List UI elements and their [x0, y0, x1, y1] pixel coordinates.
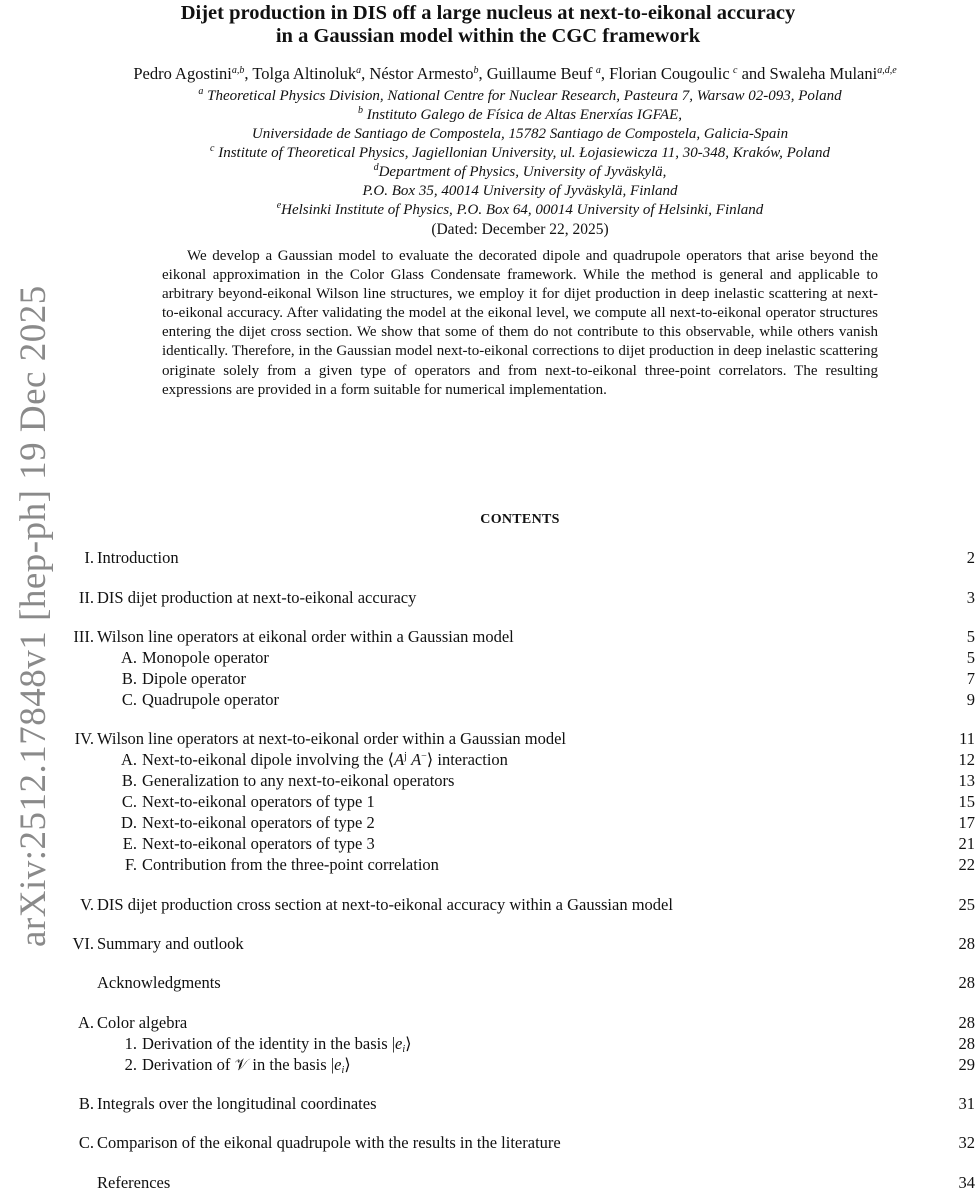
toc-entry-page: 17 [958, 813, 975, 832]
toc-entry-number: A. [120, 648, 137, 667]
toc-entry-page: 9 [966, 690, 975, 709]
toc-entry-number: B. [78, 1094, 94, 1113]
toc-entry-page: 29 [958, 1055, 975, 1074]
toc-entry[interactable] [50, 588, 976, 608]
affiliation-c: $^c$ Institute of Theoretical Physics, Jagiellonian University, ul. Łojasiewicza 11, 30-348, Kraków, Poland [210, 143, 830, 161]
paper-title [0, 2, 976, 48]
abstract: We develop a Gaussian model to evaluate the decorated dipole and quadrupole operators that arise beyond the eikonal approximation in the Color Glass Condensate framework. While the method is general and applicable to arbitrary beyond-eikonal Wilson line structures, we employ it for dijet production in deep inelastic scattering at next-to-eikonal accuracy. After validating the model at the eikonal level, we compute all next-to-eikonal operator structures entering the dijet cross section. We show that some of them do not contribute to this observable, while others vanish identically. Therefore, in the Gaussian model next-to-eikonal corrections to dijet production in deep inelastic scattering originate solely from a given type of operators and from next-to-eikonal three-point correlators. The resulting expressions are provided in a form suitable for numerical implementation. [162, 248, 878, 398]
toc-entry-page: 28 [958, 973, 975, 992]
author-list [0, 64, 976, 84]
toc-entry-number: C. [121, 690, 137, 709]
author: Pedro Agostini$^{a,b}$, [133, 64, 253, 83]
affiliation-b: $^b$ Instituto Galego de Física de Altas Enerxías IGFAE, [358, 105, 682, 123]
toc-entry-label[interactable]: Generalization to any next-to-eikonal operators [142, 771, 455, 790]
author: Néstor Armesto$^b$, [369, 64, 487, 83]
toc-entry-page: 28 [958, 1034, 975, 1053]
toc-entry-number: D. [120, 813, 137, 832]
toc-entry[interactable] [50, 1013, 976, 1033]
toc-entry[interactable] [50, 690, 976, 710]
affiliation-d: $^d$Department of Physics, University of Jyväskylä, [373, 162, 667, 180]
toc-entry-label[interactable]: Next-to-eikonal operators of type 3 [142, 834, 375, 853]
toc-entry-label[interactable]: Comparison of the eikonal quadrupole with the results in the literature [97, 1133, 561, 1152]
toc-entry-page: 3 [966, 588, 975, 607]
author: Swaleha Mulani$^{a,d,e}$ [769, 64, 897, 83]
affiliations [0, 87, 976, 239]
toc-entry-label[interactable]: References [97, 1173, 171, 1192]
toc-entry-page: 25 [958, 895, 975, 914]
toc-entry-label[interactable]: Wilson line operators at next-to-eikonal order within a Gaussian model [97, 729, 567, 748]
toc-entry-number: F. [125, 855, 137, 874]
toc-entry-number: C. [121, 792, 137, 811]
toc-entry[interactable] [50, 895, 976, 915]
toc-entry-page: 11 [959, 729, 975, 748]
toc-entry-number: I. [84, 548, 94, 567]
toc-entry-page: 5 [966, 627, 975, 646]
toc-entry-number: II. [78, 588, 94, 607]
toc-entry-number: V. [80, 895, 94, 914]
toc-entry-page: 22 [958, 855, 975, 874]
affiliation-d-cont: P.O. Box 35, 40014 University of Jyväskylä, Finland [362, 183, 678, 199]
toc-entry[interactable] [50, 750, 976, 770]
toc-entry-number: E. [122, 834, 137, 853]
toc-entry[interactable] [50, 771, 976, 791]
toc-entry-label[interactable]: Introduction [97, 548, 179, 567]
affiliation-a: $^a$ Theoretical Physics Division, National Centre for Nuclear Research, Pasteura 7, Warsaw 02-093, Poland [198, 86, 842, 104]
toc-entry-page: 28 [958, 1013, 975, 1032]
toc-entry-page: 28 [958, 934, 975, 953]
toc-entry-page: 21 [958, 834, 975, 853]
toc-entry-label[interactable]: Contribution from the three-point correlation [142, 855, 439, 874]
toc-entry-label[interactable]: Derivation of 𝒱 in the basis |ei⟩ [142, 1055, 351, 1076]
toc-entry-number: A. [120, 750, 137, 769]
toc-entry-label[interactable]: Quadrupole operator [142, 690, 279, 709]
toc-entry-page: 13 [958, 771, 975, 790]
toc-entry[interactable] [50, 1173, 976, 1193]
toc-entry[interactable] [50, 973, 976, 993]
toc-entry-number: 1. [124, 1034, 137, 1053]
affiliation-b-cont: Universidade de Santiago de Compostela, 15782 Santiago de Compostela, Galicia-Spain [251, 126, 789, 142]
toc-entry[interactable] [50, 627, 976, 647]
toc-entry[interactable] [50, 548, 976, 568]
toc-entry[interactable] [50, 648, 976, 668]
toc-entry-page: 7 [966, 669, 975, 688]
toc-entry-page: 12 [958, 750, 975, 769]
toc-entry[interactable] [50, 934, 976, 954]
author: Tolga Altinoluk$^a$, [252, 64, 370, 83]
toc-entry-label[interactable]: Acknowledgments [97, 973, 221, 992]
toc-entry-label[interactable]: Integrals over the longitudinal coordinates [97, 1094, 377, 1113]
toc-entry[interactable] [50, 729, 976, 749]
toc-entry-number: C. [78, 1133, 94, 1152]
toc-entry-page: 2 [966, 548, 975, 567]
toc-entry-page: 32 [958, 1133, 975, 1152]
toc-entry-number: III. [73, 627, 94, 646]
toc-entry-number: B. [121, 669, 137, 688]
toc-entry-label[interactable]: Next-to-eikonal dipole involving the $⟨A^j$ A−⟩ interaction [142, 750, 508, 769]
toc-entry-label[interactable]: Color algebra [97, 1013, 188, 1032]
toc-entry-page: 5 [966, 648, 975, 667]
toc-entry[interactable] [50, 855, 976, 875]
contents-heading: CONTENTS [480, 512, 560, 527]
toc-entry[interactable] [50, 813, 976, 833]
toc-entry-label[interactable]: Monopole operator [142, 648, 269, 667]
toc-entry-label[interactable]: Summary and outlook [97, 934, 244, 953]
toc-entry[interactable] [50, 792, 976, 812]
toc-entry[interactable] [50, 834, 976, 854]
toc-entry-number: A. [77, 1013, 94, 1032]
arxiv-stamp: arXiv:2512.17848v1 [hep-ph] 19 Dec 2025 [13, 285, 54, 947]
author: Florian Cougoulic $^c$ and [609, 64, 770, 83]
toc-entry-label[interactable]: Wilson line operators at eikonal order within a Gaussian model [97, 627, 514, 646]
toc-entry-label[interactable]: Next-to-eikonal operators of type 2 [142, 813, 375, 832]
toc-entry-label[interactable]: Derivation of the identity in the basis |ei⟩ [142, 1034, 412, 1055]
toc-entry[interactable] [50, 1034, 976, 1054]
toc-entry[interactable] [50, 1133, 976, 1153]
toc-entry[interactable] [50, 1094, 976, 1114]
title-line-2: in a Gaussian model within the CGC framework [275, 25, 701, 47]
title-line-1: Dijet production in DIS off a large nucleus at next-to-eikonal accuracy [180, 2, 796, 24]
toc-entry-page: 15 [958, 792, 975, 811]
toc-entry-number: B. [121, 771, 137, 790]
toc-entry-page: 34 [958, 1173, 975, 1192]
dated-line: (Dated: December 22, 2025) [431, 221, 609, 238]
toc-entry-page: 31 [958, 1094, 975, 1113]
toc-entry-label[interactable]: Next-to-eikonal operators of type 1 [142, 792, 375, 811]
toc-entry[interactable] [50, 669, 976, 689]
toc-entry-label[interactable]: DIS dijet production cross section at next-to-eikonal accuracy within a Gaussian model [97, 895, 673, 914]
toc-entry[interactable] [50, 1055, 976, 1075]
toc-entry-label[interactable]: Dipole operator [142, 669, 247, 688]
toc-entry-number: VI. [72, 934, 94, 953]
toc-entry-label[interactable]: DIS dijet production at next-to-eikonal accuracy [97, 588, 417, 607]
toc-entry-number: IV. [74, 729, 94, 748]
affiliation-e: $^e$Helsinki Institute of Physics, P.O. Box 64, 00014 University of Helsinki, Finland [276, 200, 764, 218]
toc-entry-number: 2. [124, 1055, 137, 1074]
author: Guillaume Beuf $^a$, [486, 64, 610, 83]
